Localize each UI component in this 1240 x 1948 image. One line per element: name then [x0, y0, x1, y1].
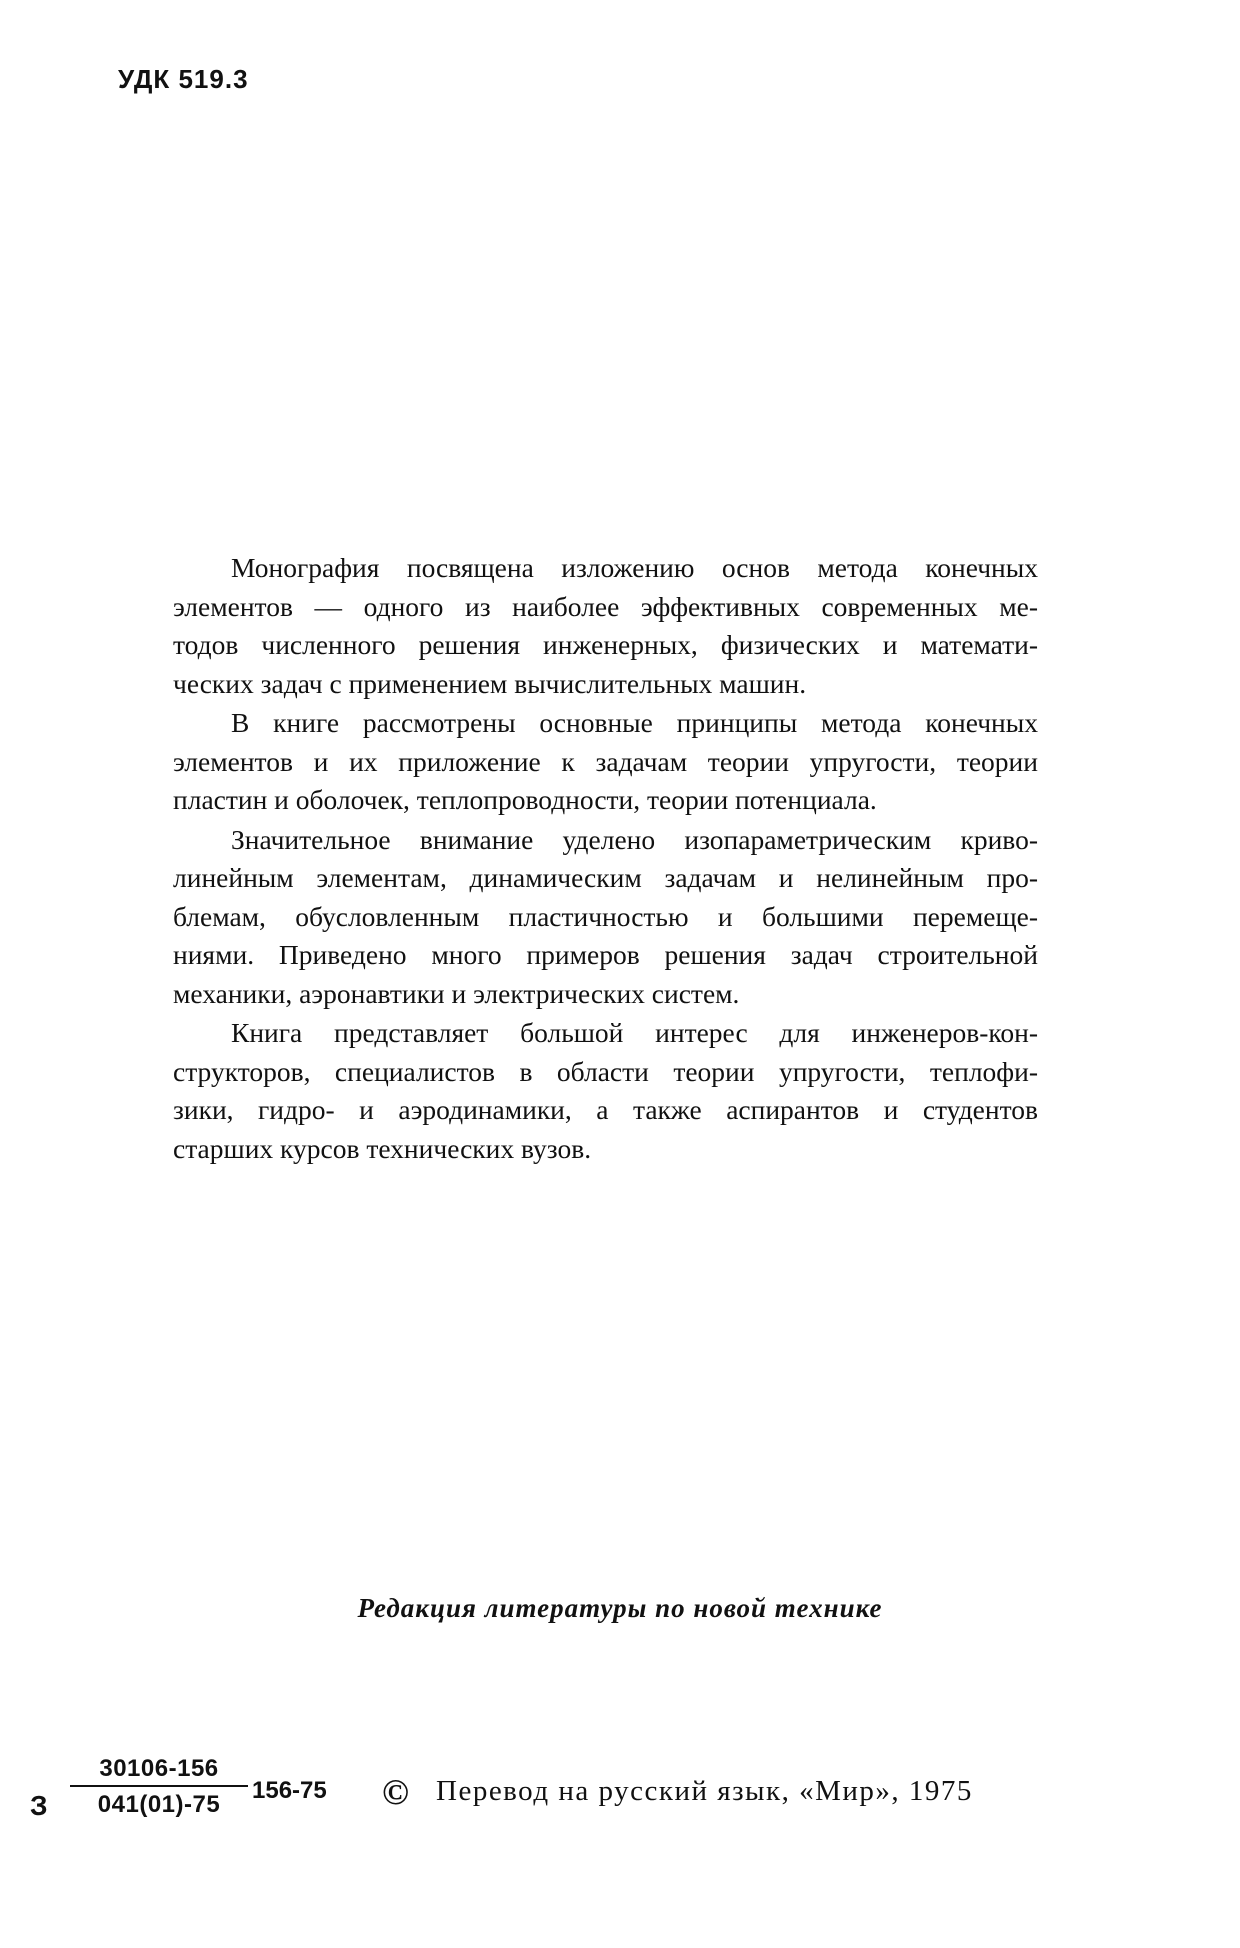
- fraction-denominator: 041(01)-75: [97, 1791, 221, 1818]
- abstract-paragraph: [115, 821, 1038, 1014]
- abstract-paragraph: [115, 704, 1038, 820]
- copyright-text: Перевод на русский язык, «Мир», 1975: [436, 1775, 973, 1807]
- classification-prefix: З: [30, 1790, 48, 1821]
- abstract-paragraph: [115, 549, 1038, 703]
- text-line: структоров, специалистов в области теории упругости, теплофи-: [173, 1055, 1038, 1087]
- text-line: линейным элементам, динамическим задачам и нелинейным про-: [173, 862, 1038, 893]
- editorial-office: Редакция литературы по новой технике: [357, 1593, 883, 1623]
- text-line: старших курсов технических вузов.: [173, 1132, 592, 1164]
- udk-code: УДК 519.3: [118, 64, 249, 94]
- imprint: [30, 1755, 1030, 1865]
- classification-fraction: [70, 1755, 248, 1819]
- text-line: Монография посвящена изложению основ метода конечных: [231, 552, 1038, 583]
- abstract: [115, 549, 1038, 1169]
- text-line: блемам, обусловленным пластичностью и большими перемеще-: [173, 900, 1038, 932]
- text-line: тодов численного решения инженерных, физических и математи-: [173, 629, 1038, 660]
- text-line: механики, аэронавтики и электрических систем.: [173, 977, 740, 1009]
- order-code: 156-75: [252, 1777, 327, 1804]
- text-line: зики, гидро- и аэродинамики, а также аспирантов и студентов: [173, 1094, 1038, 1125]
- text-line: элементов — одного из наиболее эффективных современных ме-: [173, 590, 1038, 622]
- abstract-paragraph: [115, 1014, 1038, 1168]
- text-line: пластин и оболочек, теплопроводности, теории потенциала.: [173, 784, 877, 815]
- text-line: элементов и их приложение к задачам теории упругости, теории: [173, 745, 1038, 777]
- text-line: Книга представляет большой интерес для инженеров-кон-: [231, 1017, 1038, 1048]
- text-line: Значительное внимание уделено изопараметрическим криво-: [231, 823, 1038, 855]
- text-line: ниями. Приведено много примеров решения задач строительной: [173, 939, 1038, 970]
- text-line: ческих задач с применением вычислительных машин.: [173, 667, 807, 699]
- text-line: В книге рассмотрены основные принципы метода конечных: [231, 707, 1038, 738]
- copyright-icon: ©: [382, 1772, 409, 1812]
- fraction-numerator: 30106-156: [70, 1755, 248, 1787]
